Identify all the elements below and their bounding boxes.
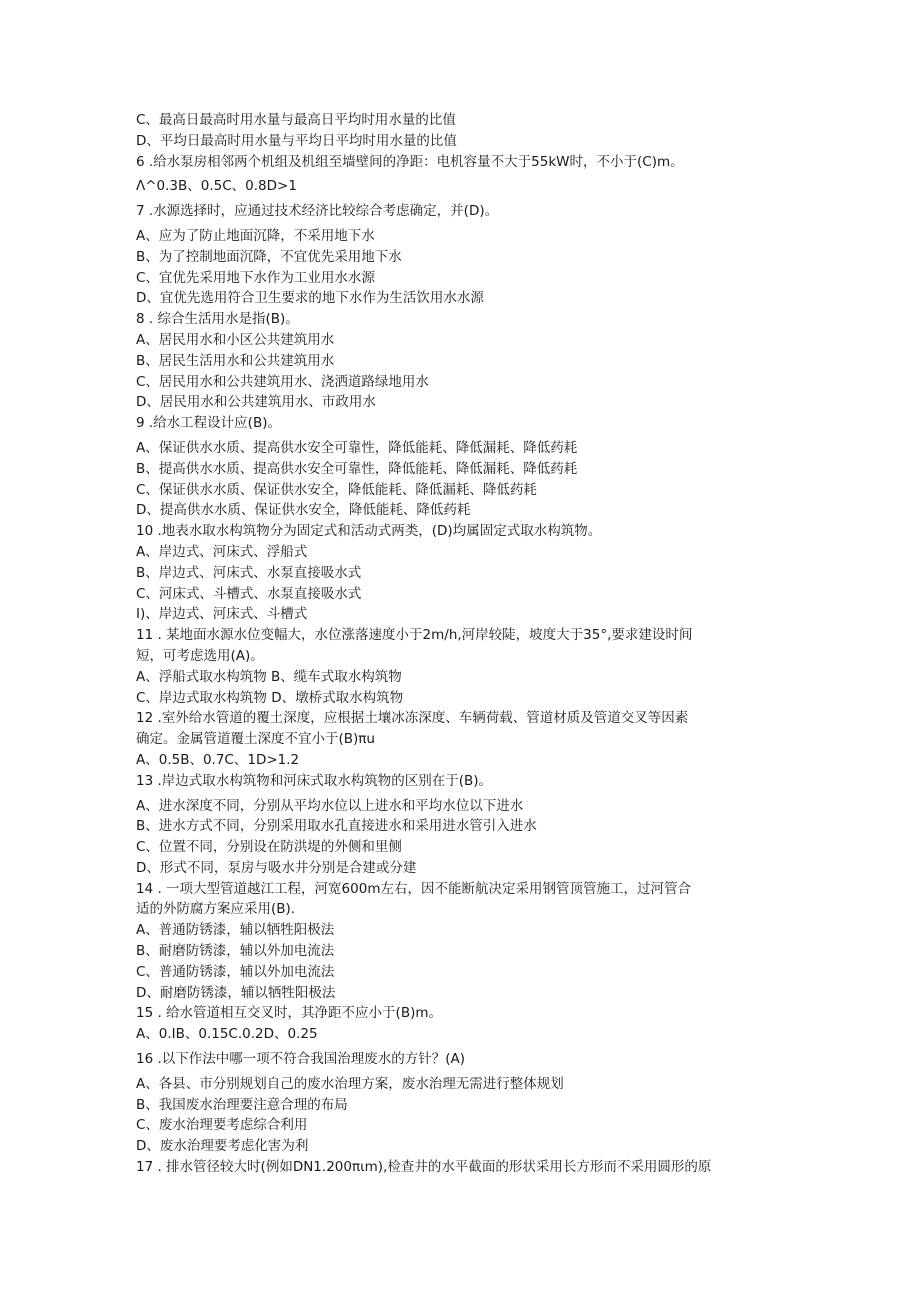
- text-line: 7 .水源选择时，应通过技术经济比较综合考虑确定，并(D)。: [136, 203, 499, 220]
- text-line: A、应为了防止地面沉降，不采用地下水: [136, 227, 375, 244]
- text-line: D、提高供水水质、保证供水安全，降低能耗、降低药耗: [136, 502, 471, 519]
- text-line: D、平均日最高时用水量与平均日平均时用水量的比值: [136, 132, 457, 149]
- text-line: C、普通防锈漆，辅以外加电流法: [136, 963, 335, 980]
- document-body: [136, 110, 796, 1178]
- text-line: 16 .以下作法中哪一项不符合我国治理废水的方针？(A): [136, 1051, 466, 1068]
- text-line: 8 . 综合生活用水是指(B)。: [136, 311, 299, 328]
- text-line: D、废水治理要考虑化害为利: [136, 1138, 309, 1155]
- text-line: B、提高供水水质、提高供水安全可靠性，降低能耗、降低漏耗、降低药耗: [136, 460, 578, 477]
- text-line: 12 .室外给水管道的覆土深度，应根据土壤冰冻深度、车辆荷载、管道材质及管道交叉等因素: [136, 710, 689, 727]
- text-line: 13 .岸边式取水构筑物和河床式取水构筑物的区别在于(B)。: [136, 772, 493, 789]
- text-line: 适的外防腐方案应采用(B).: [136, 901, 296, 918]
- text-line: B、为了控制地面沉降，不宜优先采用地下水: [136, 248, 402, 265]
- text-line: C、废水治理要考虑综合利用: [136, 1117, 308, 1134]
- text-line: 9 .给水工程设计应(B)。: [136, 415, 281, 432]
- text-line: A、0.IB、0.15C.0.2D、0.25: [136, 1026, 318, 1043]
- text-line: B、岸边式、河床式、水泵直接吸水式: [136, 564, 362, 581]
- text-line: C、保证供水水质、保证供水安全，降低能耗、降低漏耗、降低药耗: [136, 481, 537, 498]
- text-line: A、进水深度不同，分别从平均水位以上进水和平均水位以下进水: [136, 797, 524, 814]
- text-line: 6 .给水泵房相邻两个机组及机组至墙壁间的净距：电机容量不大于55kW时，不小于(C)m。: [136, 153, 684, 170]
- text-line: 17 . 排水管径较大时(例如DN1.200πιm),检查井的水平截面的形状采用长方形而不采用圆形的原: [136, 1159, 712, 1176]
- text-line: B、耐磨防锈漆，辅以外加电流法: [136, 943, 335, 960]
- text-line: C、最高日最高时用水量与最高日平均时用水量的比值: [136, 112, 456, 128]
- text-line: C、宜优先采用地下水作为工业用水水源: [136, 269, 375, 286]
- text-line: D、宜优先选用符合卫生要求的地下水作为生活饮用水水源: [136, 290, 484, 307]
- text-line: A、0.5B、0.7C、1D>1.2: [136, 751, 300, 768]
- text-line: 14 . 一项大型管道越江工程，河宽600m左右，因不能断航决定采用钢管顶管施工，过河管合: [136, 880, 691, 897]
- text-line: B、居民生活用水和公共建筑用水: [136, 352, 335, 369]
- text-line: 11 . 某地面水源水位变幅大，水位涨落速度小于2m∕h,河岸较陡，坡度大于35°,要求建设时间: [136, 627, 693, 644]
- text-line: A、各县、市分别规划自己的废水治理方案，废水治理无需进行整体规划: [136, 1075, 564, 1092]
- text-line: D、耐磨防锈漆，辅以牺牲阳极法: [136, 984, 336, 1001]
- text-line: D、形式不同，泵房与吸水井分别是合建或分建: [136, 859, 417, 876]
- text-line: A、浮船式取水构筑物 B、缆车式取水构筑物: [136, 668, 402, 685]
- text-line: Λ^0.3B、0.5C、0.8D>1: [136, 178, 297, 195]
- text-line: C、河床式、斗槽式、水泵直接吸水式: [136, 585, 362, 602]
- text-line: C、岸边式取水构筑物 D、墩桥式取水构筑物: [136, 689, 404, 706]
- text-line: B、进水方式不同，分别采用取水孔直接进水和采用进水管引入进水: [136, 818, 537, 835]
- text-line: A、居民用水和小区公共建筑用水: [136, 331, 335, 348]
- text-line: 15 . 给水管道相互交叉时，其净距不应小于(B)m。: [136, 1005, 442, 1022]
- text-line: 短，可考虑选用(A)。: [136, 647, 264, 664]
- text-line: B、我国废水治理要注意合理的布局: [136, 1096, 348, 1113]
- text-line: D、居民用水和公共建筑用水、市政用水: [136, 394, 376, 411]
- text-line: I)、岸边式、河床式、斗槽式: [136, 606, 308, 623]
- text-line: A、保证供水水质、提高供水安全可靠性，降低能耗、降低漏耗、降低药耗: [136, 439, 578, 456]
- text-line: A、岸边式、河床式、浮船式: [136, 543, 308, 560]
- text-line: 10 .地表水取水构筑物分为固定式和活动式两类，(D)均属固定式取水构筑物。: [136, 523, 602, 540]
- text-line: A、普通防锈漆，辅以牺牲阳极法: [136, 922, 335, 939]
- text-line: C、位置不同，分别设在防洪堤的外侧和里侧: [136, 839, 402, 856]
- text-line: 确定。金属管道覆土深度不宜小于(B)πu: [136, 731, 375, 748]
- text-line: C、居民用水和公共建筑用水、浇洒道路绿地用水: [136, 373, 429, 390]
